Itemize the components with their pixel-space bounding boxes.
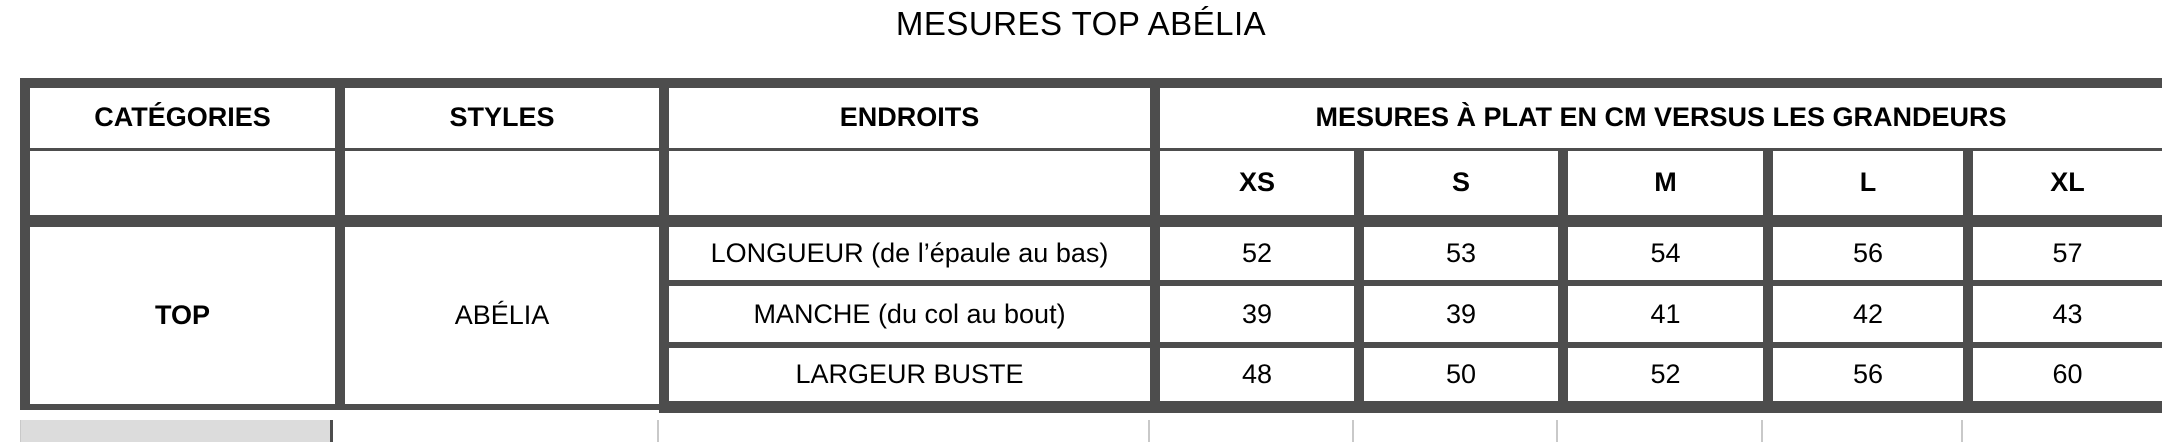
value-cell[interactable]: 42	[1768, 283, 1968, 345]
value-cell[interactable]: 52	[1563, 345, 1768, 407]
header-cell-size-l[interactable]: L	[1768, 149, 1968, 221]
endroit-cell-longueur[interactable]: LONGUEUR (de l’épaule au bas)	[664, 221, 1155, 283]
sheet-cell-partial[interactable]	[20, 420, 333, 442]
header-cell-endroits[interactable]: ENDROITS	[664, 83, 1155, 149]
size-header-row	[25, 149, 2162, 221]
value-cell[interactable]: 41	[1563, 283, 1768, 345]
header-row	[25, 83, 2162, 149]
value-cell[interactable]: 56	[1768, 221, 1968, 283]
header-cell-size-xs[interactable]: XS	[1155, 149, 1359, 221]
value-cell[interactable]: 50	[1359, 345, 1563, 407]
page-title: MESURES TOP ABÉLIA	[895, 5, 1267, 42]
value-cell[interactable]: 57	[1968, 221, 2162, 283]
header-cell-size-s[interactable]: S	[1359, 149, 1563, 221]
header-cell-mesures-banner[interactable]: MESURES À PLAT EN CM VERSUS LES GRANDEURS	[1155, 83, 2162, 149]
value-cell[interactable]: 52	[1155, 221, 1359, 283]
style-cell[interactable]: ABÉLIA	[340, 221, 664, 407]
category-cell[interactable]: TOP	[25, 221, 340, 407]
sheet-gridline	[1148, 420, 1150, 442]
sheet-gridline	[657, 420, 659, 442]
sheet-gridline	[1761, 420, 1763, 442]
value-cell[interactable]: 60	[1968, 345, 2162, 407]
measurement-table	[20, 78, 2158, 413]
header-cell-categories[interactable]: CATÉGORIES	[25, 83, 340, 149]
endroit-cell-manche[interactable]: MANCHE (du col au bout)	[664, 283, 1155, 345]
value-cell[interactable]: 54	[1563, 221, 1768, 283]
value-cell[interactable]: 53	[1359, 221, 1563, 283]
value-cell[interactable]: 56	[1768, 345, 1968, 407]
empty-cell-categories[interactable]	[25, 149, 340, 221]
sheet-gridline	[1961, 420, 1963, 442]
value-cell[interactable]: 43	[1968, 283, 2162, 345]
value-cell[interactable]: 39	[1155, 283, 1359, 345]
header-cell-size-m[interactable]: M	[1563, 149, 1768, 221]
measure-row-longueur	[25, 221, 2162, 283]
value-cell[interactable]: 48	[1155, 345, 1359, 407]
value-cell[interactable]: 39	[1359, 283, 1563, 345]
endroit-cell-largeur-buste[interactable]: LARGEUR BUSTE	[664, 345, 1155, 407]
empty-cell-endroits[interactable]	[664, 149, 1155, 221]
sheet-next-row-partial	[0, 420, 2162, 442]
sheet-gridline	[1556, 420, 1558, 442]
header-cell-size-xl[interactable]: XL	[1968, 149, 2162, 221]
header-cell-styles[interactable]: STYLES	[340, 83, 664, 149]
sheet-gridline	[1352, 420, 1354, 442]
empty-cell-styles[interactable]	[340, 149, 664, 221]
